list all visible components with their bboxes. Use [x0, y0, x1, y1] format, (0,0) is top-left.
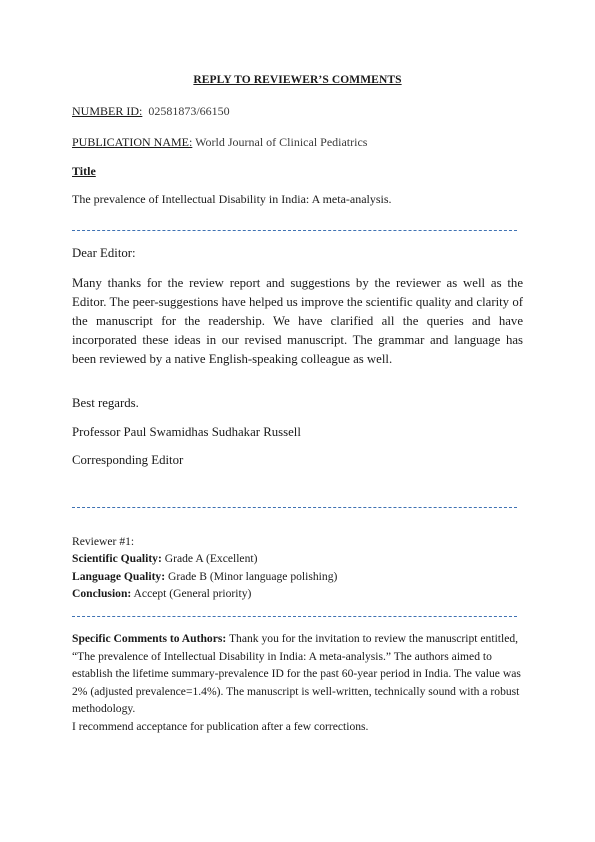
conclusion-line [72, 587, 251, 600]
language-quality-label: Language Quality: [72, 570, 166, 583]
salutation: Dear Editor: [72, 246, 136, 260]
number-id-value: 02581873/66150 [148, 104, 230, 118]
scientific-quality-value: Grade A (Excellent) [164, 552, 258, 565]
letter-body: Many thanks for the review report and suggestions by the reviewer as well as the Editor. The peer-suggestions have helped us improve the scientific quality and clarity of the manuscript for the readership. We have clarified all the queries and have incorporated these ideas in our revised manuscript. The grammar and language has been reviewed by a native English-speaking colleague as well. [72, 276, 523, 366]
specific-comments-text: Thank you for the invitation to review the manuscript entitled, “The prevalence of Intellectual Disability in India: A meta-analysis.” The authors aimed to establish the lifetime summary-prevalence ID for the past 60-year period in India. The value was 2% (adjusted prevalence=1.4%). The manuscript is well-written, technically sound with a robust methodology. [72, 632, 521, 715]
publication-line [72, 135, 367, 150]
scientific-quality-label: Scientific Quality: [72, 552, 162, 565]
language-quality-value: Grade B (Minor language polishing) [168, 570, 338, 583]
conclusion-value: Accept (General priority) [133, 587, 252, 600]
dashed-divider [72, 616, 517, 617]
publication-value: World Journal of Clinical Pediatrics [195, 135, 368, 149]
scientific-quality-line [72, 552, 257, 565]
closing: Best regards. [72, 396, 139, 410]
publication-label: PUBLICATION NAME: [72, 135, 193, 149]
manuscript-title: The prevalence of Intellectual Disability in India: A meta-analysis. [72, 192, 392, 206]
specific-comments-label: Specific Comments to Authors: [72, 632, 227, 645]
specific-comments [72, 630, 532, 735]
reviewer-heading: Reviewer #1: [72, 535, 135, 548]
number-id-line [72, 104, 230, 119]
title-label: Title [72, 164, 96, 178]
signature-name: Professor Paul Swamidhas Sudhakar Russell [72, 425, 301, 439]
language-quality-line [72, 570, 337, 583]
page-title: REPLY TO REVIEWER’S COMMENTS [193, 74, 402, 86]
dashed-divider [72, 507, 517, 508]
dashed-divider [72, 230, 517, 231]
signature-role: Corresponding Editor [72, 453, 184, 467]
conclusion-label: Conclusion: [72, 587, 132, 600]
number-id-label: NUMBER ID: [72, 104, 143, 118]
recommendation-text: I recommend acceptance for publication after a few corrections. [72, 719, 369, 733]
